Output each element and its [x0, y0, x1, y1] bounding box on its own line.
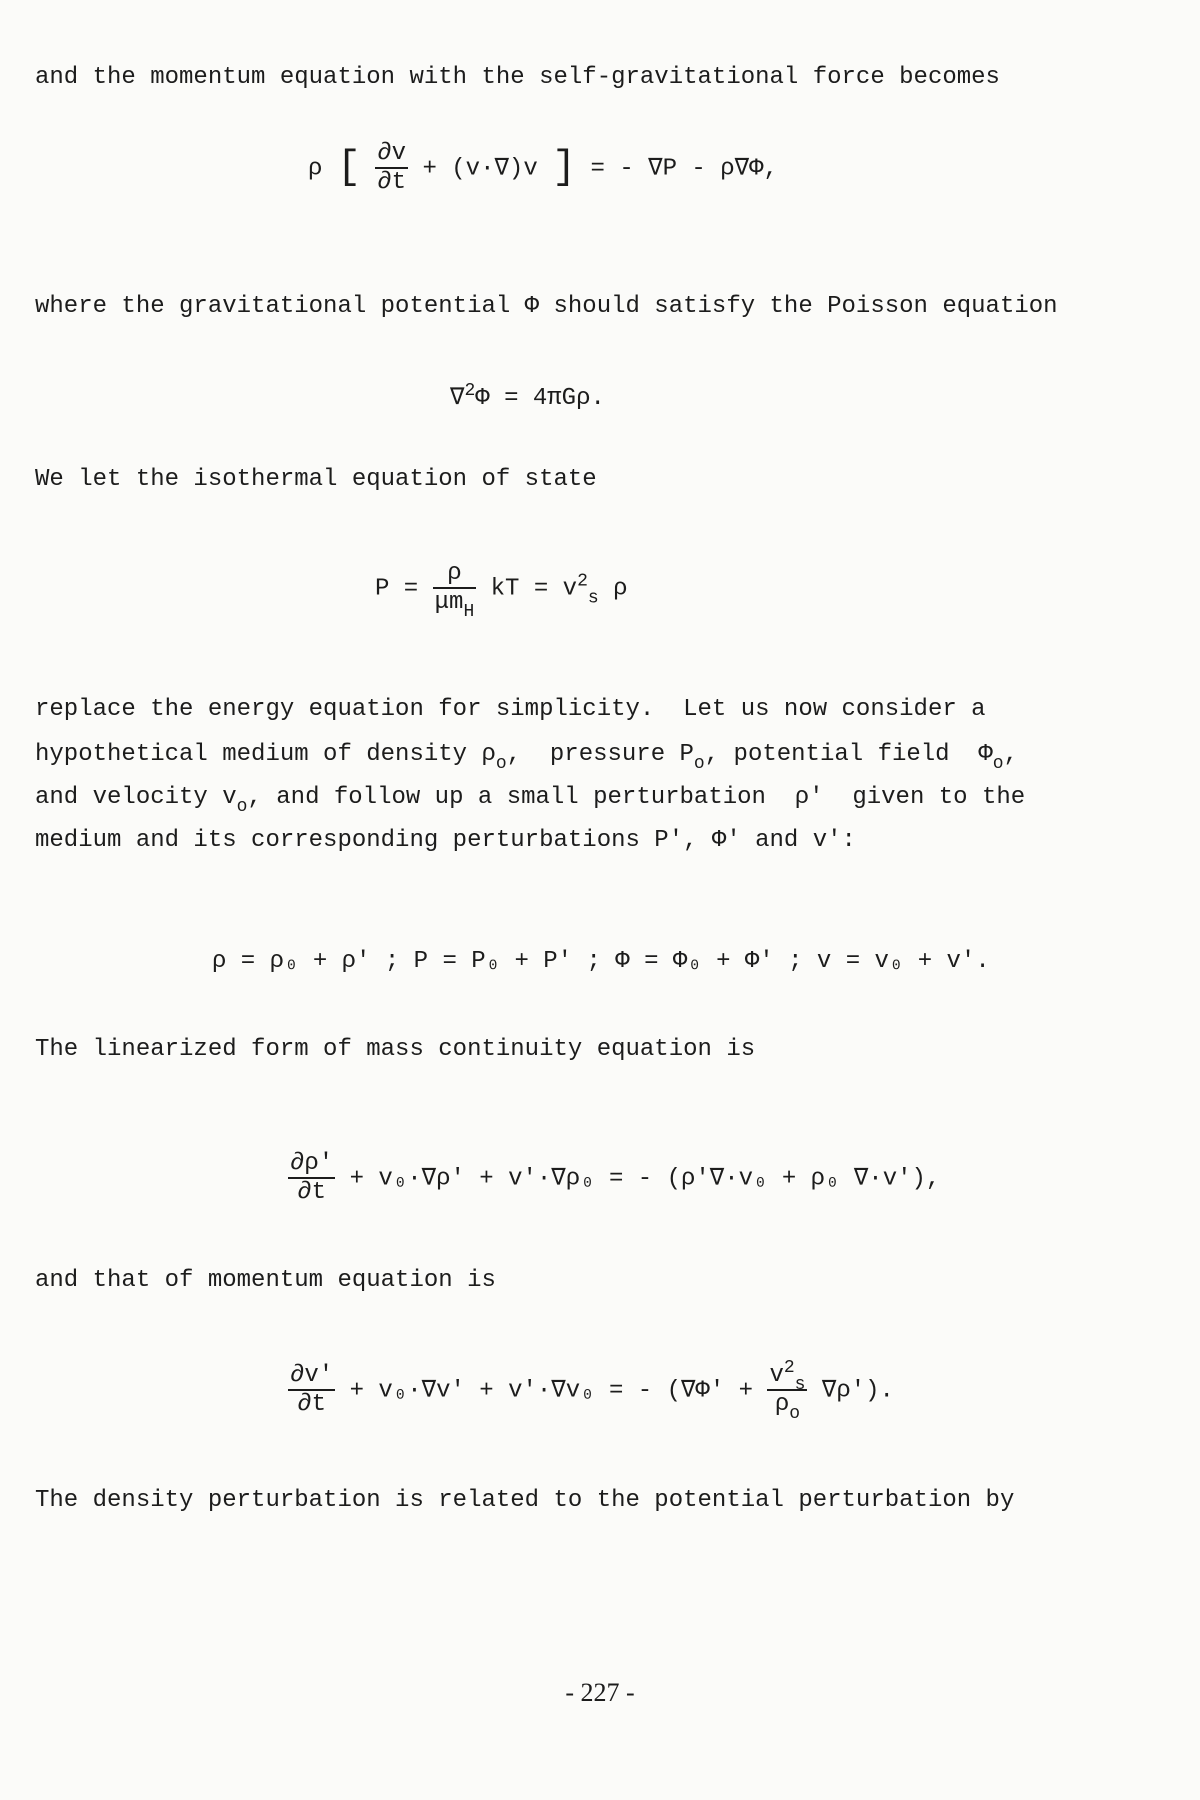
momentum-lin-end: ∇ρ'). — [821, 1377, 894, 1405]
fraction-denominator — [433, 587, 477, 622]
vs-subscript: s — [587, 588, 599, 609]
equation-continuity — [288, 1150, 940, 1206]
subscript-o: o — [495, 754, 507, 774]
text-density: hypothetical medium of density ρ — [35, 741, 496, 768]
paragraph-intro-momentum: and the momentum equation with the self-gravitational force becomes — [35, 64, 1000, 91]
fraction-numerator: ∂v' — [290, 1362, 334, 1389]
nabla: ∇ — [450, 385, 465, 412]
fraction-vs2-rho0 — [767, 1358, 807, 1424]
state-lhs: P = — [375, 575, 419, 603]
paragraph-momentum-intro: and that of momentum equation is — [35, 1267, 496, 1294]
text-perturbation: , and follow up a small perturbation ρ' given to the — [247, 784, 1026, 811]
rho: ρ — [774, 1391, 790, 1418]
equation-state — [375, 560, 628, 622]
poisson-rest: Φ = 4πGρ. — [475, 385, 605, 412]
equation-perturbation-split: ρ = ρ₀ + ρ' ; P = P₀ + P' ; Φ = Φ₀ + Φ' ; v = v₀ + v'. — [212, 948, 990, 975]
vs-exponent: 2 — [577, 571, 588, 592]
equation-poisson — [450, 382, 605, 412]
vs: v — [769, 1362, 784, 1389]
fraction-denominator: ∂t — [288, 1177, 335, 1206]
text-velocity: and velocity v — [35, 784, 237, 811]
subscript-o: o — [236, 797, 248, 817]
paragraph-simplicity: replace the energy equation for simplicity. Let us now consider a — [35, 696, 986, 723]
fraction-numerator: ∂v — [377, 140, 407, 167]
fraction-numerator — [767, 1358, 807, 1395]
state-end: ρ — [613, 575, 628, 603]
paragraph-perturbations: medium and its corresponding perturbations P', Φ' and v': — [35, 827, 856, 854]
paragraph-state-intro: We let the isothermal equation of state — [35, 466, 597, 493]
fraction-denominator: ∂t — [288, 1389, 335, 1418]
fraction-drho-dt — [288, 1150, 335, 1206]
subscript-o: o — [693, 754, 705, 774]
paragraph-poisson-intro: where the gravitational potential Φ should satisfy the Poisson equation — [35, 293, 1058, 320]
fraction-dv-dt — [288, 1362, 335, 1418]
paragraph-velocity-line — [35, 783, 1026, 817]
fraction-dv-dt — [375, 140, 408, 196]
convective-term: + (v·∇)v — [422, 155, 538, 183]
fraction-numerator: ρ — [447, 560, 462, 587]
bracket-open: [ — [336, 145, 361, 191]
eq-rho: ρ — [308, 155, 323, 183]
exponent: 2 — [464, 381, 476, 401]
text-potential: , potential field Φ — [704, 741, 993, 768]
fraction-denominator: ∂t — [377, 169, 407, 196]
equation-momentum — [308, 140, 778, 196]
mu-m: μm — [434, 589, 464, 616]
vs-exponent: 2 — [783, 1358, 795, 1378]
fraction-numerator: ∂ρ' — [290, 1150, 334, 1177]
text-pressure: , pressure P — [506, 741, 694, 768]
subscript-h: H — [463, 602, 475, 622]
momentum-lin-body: + v₀·∇v' + v'·∇v₀ = - (∇Φ' + — [349, 1377, 754, 1405]
subscript-o: o — [789, 1404, 801, 1424]
equation-momentum-linearized — [288, 1358, 894, 1424]
paragraph-continuity-intro: The linearized form of mass continuity equation is — [35, 1036, 756, 1063]
vs-subscript: s — [794, 1375, 806, 1395]
momentum-rhs: = - ∇P - ρ∇Φ, — [590, 155, 778, 183]
subscript-o: o — [992, 754, 1004, 774]
state-mid: kT = v — [490, 575, 578, 603]
fraction-rho-mu-mh — [433, 560, 477, 622]
paragraph-medium-line — [35, 740, 1018, 774]
continuity-body: + v₀·∇ρ' + v'·∇ρ₀ = - (ρ'∇·v₀ + ρ₀ ∇·v'), — [349, 1165, 941, 1193]
paragraph-density-potential: The density perturbation is related to the potential perturbation by — [35, 1487, 1015, 1514]
text-comma: , — [1003, 741, 1018, 768]
page-number: - 227 - — [565, 1678, 635, 1707]
bracket-close: ] — [552, 145, 577, 191]
